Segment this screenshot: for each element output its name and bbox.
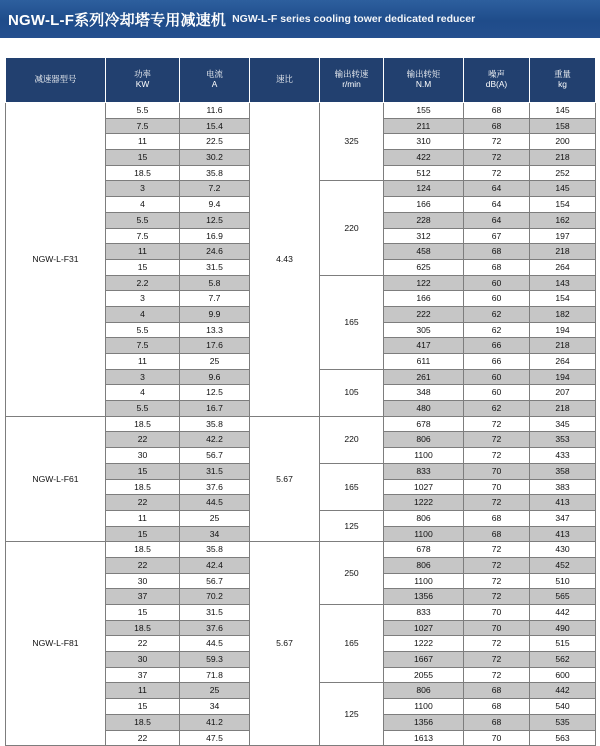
- output-torque-cell: 806: [384, 557, 464, 573]
- current-cell: 5.8: [180, 275, 250, 291]
- noise-cell: 64: [464, 197, 530, 213]
- output-torque-cell: 1100: [384, 573, 464, 589]
- weight-cell: 433: [530, 448, 596, 464]
- weight-cell: 535: [530, 714, 596, 730]
- weight-cell: 182: [530, 306, 596, 322]
- ratio-cell: 5.67: [250, 542, 320, 746]
- noise-cell: 60: [464, 291, 530, 307]
- noise-cell: 64: [464, 181, 530, 197]
- weight-cell: 158: [530, 118, 596, 134]
- current-cell: 9.6: [180, 369, 250, 385]
- output-speed-cell: 165: [320, 605, 384, 683]
- output-torque-cell: 678: [384, 542, 464, 558]
- weight-cell: 358: [530, 463, 596, 479]
- weight-cell: 145: [530, 103, 596, 119]
- power-cell: 18.5: [106, 165, 180, 181]
- power-cell: 7.5: [106, 118, 180, 134]
- current-cell: 12.5: [180, 212, 250, 228]
- weight-cell: 347: [530, 510, 596, 526]
- header-weight: 重量 kg: [530, 58, 596, 103]
- current-cell: 70.2: [180, 589, 250, 605]
- power-cell: 37: [106, 667, 180, 683]
- power-cell: 18.5: [106, 714, 180, 730]
- weight-cell: 207: [530, 385, 596, 401]
- output-torque-cell: 166: [384, 197, 464, 213]
- noise-cell: 70: [464, 730, 530, 746]
- output-torque-cell: 1356: [384, 589, 464, 605]
- weight-cell: 442: [530, 683, 596, 699]
- noise-cell: 72: [464, 416, 530, 432]
- current-cell: 15.4: [180, 118, 250, 134]
- table-row: [6, 542, 596, 558]
- noise-cell: 68: [464, 118, 530, 134]
- power-cell: 5.5: [106, 401, 180, 417]
- output-torque-cell: 348: [384, 385, 464, 401]
- noise-cell: 72: [464, 150, 530, 166]
- noise-cell: 70: [464, 463, 530, 479]
- output-speed-cell: 125: [320, 510, 384, 541]
- ratio-cell: 4.43: [250, 103, 320, 417]
- header-output-torque: 输出转矩 N.M: [384, 58, 464, 103]
- power-cell: 15: [106, 699, 180, 715]
- output-torque-cell: 417: [384, 338, 464, 354]
- output-speed-cell: 125: [320, 683, 384, 746]
- weight-cell: 154: [530, 197, 596, 213]
- output-torque-cell: 1100: [384, 699, 464, 715]
- noise-cell: 68: [464, 526, 530, 542]
- output-torque-cell: 1356: [384, 714, 464, 730]
- noise-cell: 72: [464, 542, 530, 558]
- power-cell: 11: [106, 510, 180, 526]
- noise-cell: 72: [464, 432, 530, 448]
- current-cell: 34: [180, 526, 250, 542]
- noise-cell: 72: [464, 652, 530, 668]
- current-cell: 31.5: [180, 259, 250, 275]
- output-torque-cell: 261: [384, 369, 464, 385]
- weight-cell: 264: [530, 354, 596, 370]
- weight-cell: 194: [530, 369, 596, 385]
- current-cell: 35.8: [180, 542, 250, 558]
- current-cell: 42.4: [180, 557, 250, 573]
- noise-cell: 72: [464, 165, 530, 181]
- power-cell: 18.5: [106, 542, 180, 558]
- noise-cell: 72: [464, 667, 530, 683]
- weight-cell: 197: [530, 228, 596, 244]
- output-torque-cell: 833: [384, 463, 464, 479]
- current-cell: 31.5: [180, 463, 250, 479]
- header-output-speed: 输出转速 r/min: [320, 58, 384, 103]
- noise-cell: 72: [464, 495, 530, 511]
- weight-cell: 442: [530, 605, 596, 621]
- table-body: [6, 103, 596, 746]
- weight-cell: 143: [530, 275, 596, 291]
- power-cell: 15: [106, 526, 180, 542]
- current-cell: 35.8: [180, 165, 250, 181]
- weight-cell: 565: [530, 589, 596, 605]
- power-cell: 5.5: [106, 103, 180, 119]
- output-torque-cell: 122: [384, 275, 464, 291]
- current-cell: 17.6: [180, 338, 250, 354]
- output-speed-cell: 220: [320, 181, 384, 275]
- table-row: [6, 103, 596, 119]
- power-cell: 4: [106, 385, 180, 401]
- power-cell: 5.5: [106, 212, 180, 228]
- output-torque-cell: 1222: [384, 495, 464, 511]
- output-torque-cell: 1027: [384, 620, 464, 636]
- weight-cell: 540: [530, 699, 596, 715]
- noise-cell: 68: [464, 510, 530, 526]
- power-cell: 3: [106, 291, 180, 307]
- current-cell: 31.5: [180, 605, 250, 621]
- weight-cell: 194: [530, 322, 596, 338]
- weight-cell: 383: [530, 479, 596, 495]
- output-torque-cell: 806: [384, 510, 464, 526]
- output-torque-cell: 124: [384, 181, 464, 197]
- current-cell: 9.9: [180, 306, 250, 322]
- current-cell: 42.2: [180, 432, 250, 448]
- power-cell: 22: [106, 432, 180, 448]
- power-cell: 11: [106, 354, 180, 370]
- current-cell: 47.5: [180, 730, 250, 746]
- weight-cell: 452: [530, 557, 596, 573]
- current-cell: 25: [180, 683, 250, 699]
- noise-cell: 67: [464, 228, 530, 244]
- output-speed-cell: 220: [320, 416, 384, 463]
- ratio-cell: 5.67: [250, 416, 320, 542]
- power-cell: 11: [106, 683, 180, 699]
- weight-cell: 264: [530, 259, 596, 275]
- current-cell: 12.5: [180, 385, 250, 401]
- output-torque-cell: 678: [384, 416, 464, 432]
- weight-cell: 413: [530, 495, 596, 511]
- current-cell: 16.7: [180, 401, 250, 417]
- current-cell: 56.7: [180, 573, 250, 589]
- power-cell: 18.5: [106, 620, 180, 636]
- weight-cell: 154: [530, 291, 596, 307]
- noise-cell: 68: [464, 244, 530, 260]
- output-speed-cell: 250: [320, 542, 384, 605]
- power-cell: 11: [106, 244, 180, 260]
- model-name-cell: NGW-L-F81: [6, 542, 106, 746]
- output-torque-cell: 512: [384, 165, 464, 181]
- header-power: 功率 KW: [106, 58, 180, 103]
- current-cell: 59.3: [180, 652, 250, 668]
- current-cell: 25: [180, 510, 250, 526]
- noise-cell: 60: [464, 385, 530, 401]
- header-current: 电流 A: [180, 58, 250, 103]
- output-torque-cell: 806: [384, 432, 464, 448]
- model-name-cell: NGW-L-F31: [6, 103, 106, 417]
- current-cell: 7.2: [180, 181, 250, 197]
- current-cell: 37.6: [180, 479, 250, 495]
- output-torque-cell: 1100: [384, 526, 464, 542]
- output-torque-cell: 155: [384, 103, 464, 119]
- weight-cell: 515: [530, 636, 596, 652]
- power-cell: 4: [106, 306, 180, 322]
- current-cell: 7.7: [180, 291, 250, 307]
- power-cell: 4: [106, 197, 180, 213]
- power-cell: 18.5: [106, 416, 180, 432]
- header-ratio: 速比: [250, 58, 320, 103]
- noise-cell: 72: [464, 589, 530, 605]
- power-cell: 22: [106, 495, 180, 511]
- title-bar: [0, 0, 600, 38]
- output-torque-cell: 305: [384, 322, 464, 338]
- output-speed-cell: 165: [320, 463, 384, 510]
- weight-cell: 200: [530, 134, 596, 150]
- power-cell: 7.5: [106, 338, 180, 354]
- noise-cell: 68: [464, 699, 530, 715]
- power-cell: 5.5: [106, 322, 180, 338]
- weight-cell: 218: [530, 338, 596, 354]
- power-cell: 15: [106, 463, 180, 479]
- output-torque-cell: 611: [384, 354, 464, 370]
- noise-cell: 68: [464, 683, 530, 699]
- output-torque-cell: 1613: [384, 730, 464, 746]
- header-model: 减速器型号: [6, 58, 106, 103]
- output-torque-cell: 2055: [384, 667, 464, 683]
- output-torque-cell: 222: [384, 306, 464, 322]
- current-cell: 56.7: [180, 448, 250, 464]
- power-cell: 22: [106, 636, 180, 652]
- weight-cell: 345: [530, 416, 596, 432]
- noise-cell: 62: [464, 401, 530, 417]
- model-name-cell: NGW-L-F61: [6, 416, 106, 542]
- power-cell: 3: [106, 181, 180, 197]
- noise-cell: 72: [464, 448, 530, 464]
- output-torque-cell: 1027: [384, 479, 464, 495]
- noise-cell: 66: [464, 338, 530, 354]
- weight-cell: 413: [530, 526, 596, 542]
- power-cell: 15: [106, 605, 180, 621]
- noise-cell: 64: [464, 212, 530, 228]
- noise-cell: 68: [464, 259, 530, 275]
- current-cell: 34: [180, 699, 250, 715]
- weight-cell: 510: [530, 573, 596, 589]
- output-torque-cell: 422: [384, 150, 464, 166]
- output-speed-cell: 165: [320, 275, 384, 369]
- current-cell: 30.2: [180, 150, 250, 166]
- noise-cell: 66: [464, 354, 530, 370]
- current-cell: 44.5: [180, 495, 250, 511]
- output-torque-cell: 166: [384, 291, 464, 307]
- power-cell: 7.5: [106, 228, 180, 244]
- output-torque-cell: 228: [384, 212, 464, 228]
- page-title: NGW-L-F系列冷却塔专用减速机: [8, 11, 227, 29]
- weight-cell: 162: [530, 212, 596, 228]
- power-cell: 22: [106, 557, 180, 573]
- output-torque-cell: 312: [384, 228, 464, 244]
- current-cell: 25: [180, 354, 250, 370]
- current-cell: 71.8: [180, 667, 250, 683]
- weight-cell: 562: [530, 652, 596, 668]
- current-cell: 24.6: [180, 244, 250, 260]
- noise-cell: 60: [464, 275, 530, 291]
- noise-cell: 68: [464, 103, 530, 119]
- weight-cell: 252: [530, 165, 596, 181]
- power-cell: 30: [106, 448, 180, 464]
- current-cell: 37.6: [180, 620, 250, 636]
- current-cell: 13.3: [180, 322, 250, 338]
- power-cell: 2.2: [106, 275, 180, 291]
- power-cell: 30: [106, 573, 180, 589]
- noise-cell: 70: [464, 620, 530, 636]
- output-speed-cell: 325: [320, 103, 384, 181]
- power-cell: 15: [106, 150, 180, 166]
- output-torque-cell: 480: [384, 401, 464, 417]
- weight-cell: 490: [530, 620, 596, 636]
- output-torque-cell: 310: [384, 134, 464, 150]
- power-cell: 3: [106, 369, 180, 385]
- current-cell: 44.5: [180, 636, 250, 652]
- noise-cell: 70: [464, 605, 530, 621]
- weight-cell: 218: [530, 150, 596, 166]
- weight-cell: 145: [530, 181, 596, 197]
- current-cell: 11.6: [180, 103, 250, 119]
- output-torque-cell: 806: [384, 683, 464, 699]
- noise-cell: 70: [464, 479, 530, 495]
- noise-cell: 60: [464, 369, 530, 385]
- current-cell: 9.4: [180, 197, 250, 213]
- weight-cell: 218: [530, 244, 596, 260]
- weight-cell: 600: [530, 667, 596, 683]
- weight-cell: 563: [530, 730, 596, 746]
- noise-cell: 72: [464, 134, 530, 150]
- current-cell: 35.8: [180, 416, 250, 432]
- weight-cell: 430: [530, 542, 596, 558]
- power-cell: 30: [106, 652, 180, 668]
- noise-cell: 62: [464, 306, 530, 322]
- output-torque-cell: 211: [384, 118, 464, 134]
- table-header-row: [6, 58, 596, 103]
- output-speed-cell: 105: [320, 369, 384, 416]
- power-cell: 18.5: [106, 479, 180, 495]
- table-row: [6, 416, 596, 432]
- power-cell: 15: [106, 259, 180, 275]
- weight-cell: 353: [530, 432, 596, 448]
- noise-cell: 72: [464, 557, 530, 573]
- noise-cell: 72: [464, 573, 530, 589]
- output-torque-cell: 833: [384, 605, 464, 621]
- noise-cell: 62: [464, 322, 530, 338]
- current-cell: 41.2: [180, 714, 250, 730]
- reducer-spec-table: [5, 57, 596, 746]
- noise-cell: 72: [464, 636, 530, 652]
- current-cell: 22.5: [180, 134, 250, 150]
- header-noise: 噪声 dB(A): [464, 58, 530, 103]
- output-torque-cell: 1100: [384, 448, 464, 464]
- power-cell: 11: [106, 134, 180, 150]
- power-cell: 22: [106, 730, 180, 746]
- noise-cell: 68: [464, 714, 530, 730]
- output-torque-cell: 625: [384, 259, 464, 275]
- output-torque-cell: 458: [384, 244, 464, 260]
- current-cell: 16.9: [180, 228, 250, 244]
- output-torque-cell: 1667: [384, 652, 464, 668]
- page-subtitle: NGW-L-F series cooling tower dedicated reducer: [232, 13, 476, 25]
- weight-cell: 218: [530, 401, 596, 417]
- output-torque-cell: 1222: [384, 636, 464, 652]
- power-cell: 37: [106, 589, 180, 605]
